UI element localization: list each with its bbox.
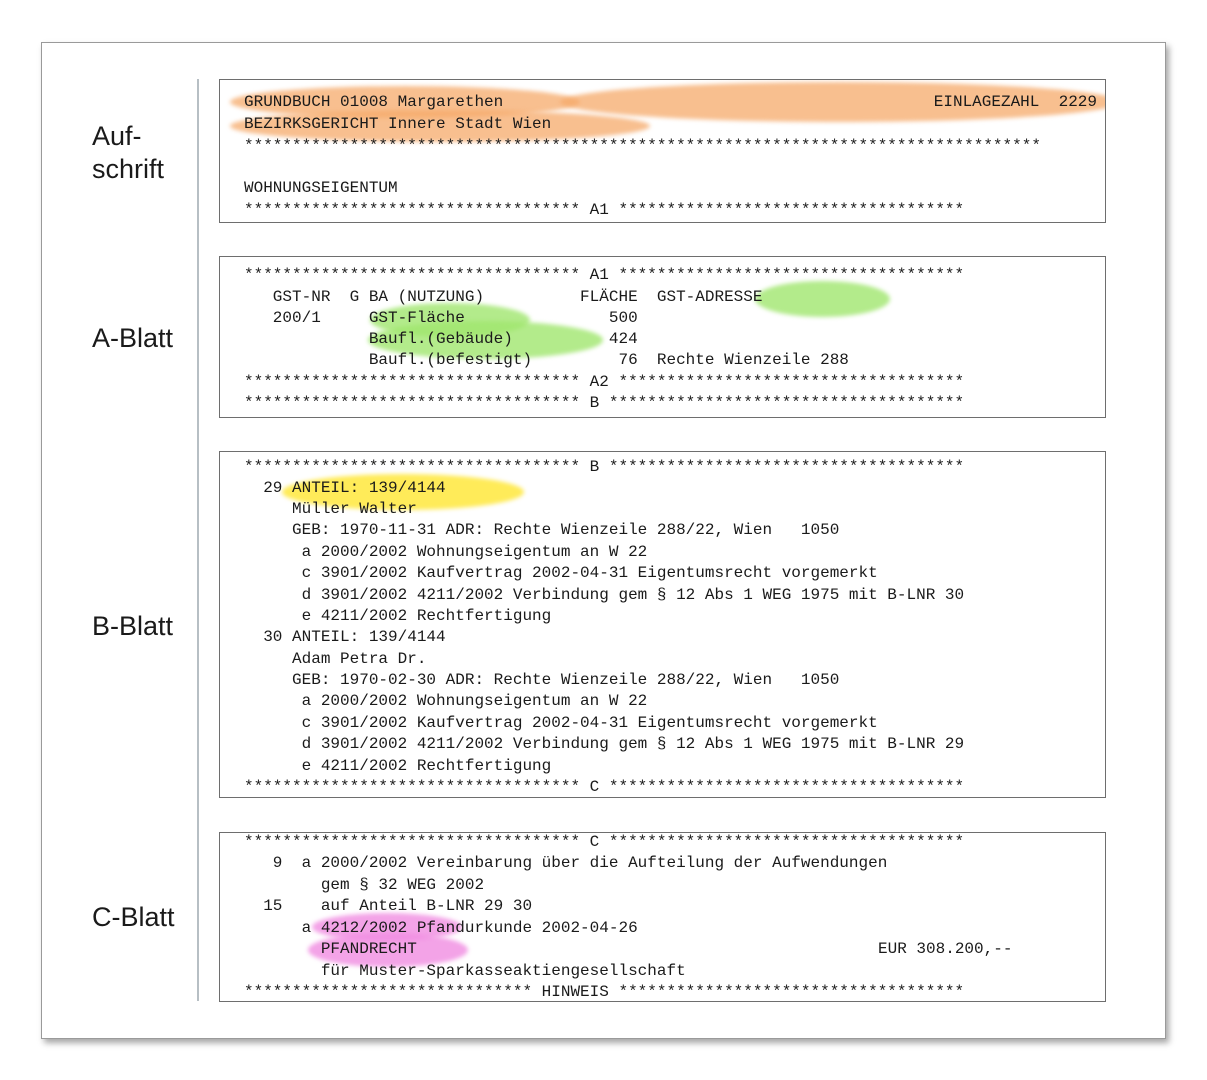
b-blatt-line: c 3901/2002 Kaufvertrag 2002-04-31 Eigentumsrecht vorgemerkt	[244, 564, 878, 582]
highlight-gst-adresse	[755, 281, 890, 317]
b-blatt-line: GEB: 1970-11-31 ADR: Rechte Wienzeile 288/22, Wien 1050	[244, 521, 840, 539]
b-blatt-line: d 3901/2002 4211/2002 Verbindung gem § 12 Abs 1 WEG 1975 mit B-LNR 30	[244, 586, 965, 604]
bezirksgericht-line: BEZIRKSGERICHT Innere Stadt Wien	[244, 115, 552, 133]
a-blatt-end-b-line: *********************************** B *************************************	[244, 394, 965, 412]
c-blatt-line: PFANDRECHT	[244, 940, 417, 958]
b-blatt-line: a 2000/2002 Wohnungseigentum an W 22	[244, 692, 648, 710]
a-blatt-end-a2-line: *********************************** A2 ************************************	[244, 373, 965, 391]
b-blatt-line: d 3901/2002 4211/2002 Verbindung gem § 12 Abs 1 WEG 1975 mit B-LNR 29	[244, 735, 965, 753]
label-aufschrift	[92, 120, 164, 186]
c-blatt-end-line: ****************************** HINWEIS ************************************	[244, 983, 965, 1001]
b-blatt-box	[219, 451, 1106, 798]
label-c-blatt: C-Blatt	[92, 902, 175, 932]
b-blatt-line: e 4211/2002 Rechtfertigung	[244, 607, 552, 625]
b-blatt-end-line: *********************************** C *************************************	[244, 778, 965, 796]
b-blatt-line: 30 ANTEIL: 139/4144	[244, 628, 446, 646]
c-blatt-box	[219, 832, 1106, 1002]
c-blatt-line: 15 auf Anteil B-LNR 29 30	[244, 897, 533, 915]
a-blatt-row: Baufl.(befestigt) 76 Rechte Wienzeile 288	[244, 351, 849, 369]
c-blatt-line: a 4212/2002 Pfandurkunde 2002-04-26	[244, 919, 638, 937]
b-blatt-start-line: *********************************** B *************************************	[244, 458, 965, 476]
section-separator	[197, 79, 199, 1001]
grundbuch-line: GRUNDBUCH 01008 Margarethen	[244, 93, 504, 111]
b-blatt-line: Adam Petra Dr.	[244, 650, 427, 668]
aufschrift-end-line: *********************************** A1 ************************************	[244, 201, 965, 219]
einlagezahl: EINLAGEZAHL 2229	[933, 93, 1097, 111]
a-blatt-box	[219, 256, 1106, 418]
a-blatt-row: 200/1 GST-Fläche 500	[244, 309, 638, 327]
c-blatt-line: für Muster-Sparkasseaktiengesellschaft	[244, 962, 686, 980]
c-blatt-line: 9 a 2000/2002 Vereinbarung über die Aufteilung der Aufwendungen	[244, 854, 888, 872]
a-blatt-start-line: *********************************** A1 ************************************	[244, 266, 965, 284]
b-blatt-line: e 4211/2002 Rechtfertigung	[244, 757, 552, 775]
a-blatt-header-line: GST-NR G BA (NUTZUNG) FLÄCHE GST-ADRESSE	[244, 288, 763, 306]
label-b-blatt: B-Blatt	[92, 611, 174, 641]
b-blatt-line: Müller Walter	[244, 500, 417, 518]
b-blatt-line: GEB: 1970-02-30 ADR: Rechte Wienzeile 288/22, Wien 1050	[244, 671, 840, 689]
stars-line: ***********************************************************************************	[244, 137, 1041, 155]
c-blatt-line: gem § 32 WEG 2002	[244, 876, 485, 894]
wohnungseigentum-line: WOHNUNGSEIGENTUM	[244, 179, 398, 197]
aufschrift-box	[219, 79, 1106, 223]
c-blatt-start-line: *********************************** C *************************************	[244, 833, 965, 851]
a-blatt-row: Baufl.(Gebäude) 424	[244, 330, 638, 348]
pfandrecht-amount: EUR 308.200,--	[878, 940, 1013, 958]
label-aufschrift-line1: Auf-	[92, 121, 142, 151]
label-a-blatt: A-Blatt	[92, 323, 174, 353]
label-aufschrift-line2: schrift	[92, 154, 165, 184]
b-blatt-line: c 3901/2002 Kaufvertrag 2002-04-31 Eigentumsrecht vorgemerkt	[244, 714, 878, 732]
b-blatt-line: 29 ANTEIL: 139/4144	[244, 479, 446, 497]
b-blatt-line: a 2000/2002 Wohnungseigentum an W 22	[244, 543, 648, 561]
